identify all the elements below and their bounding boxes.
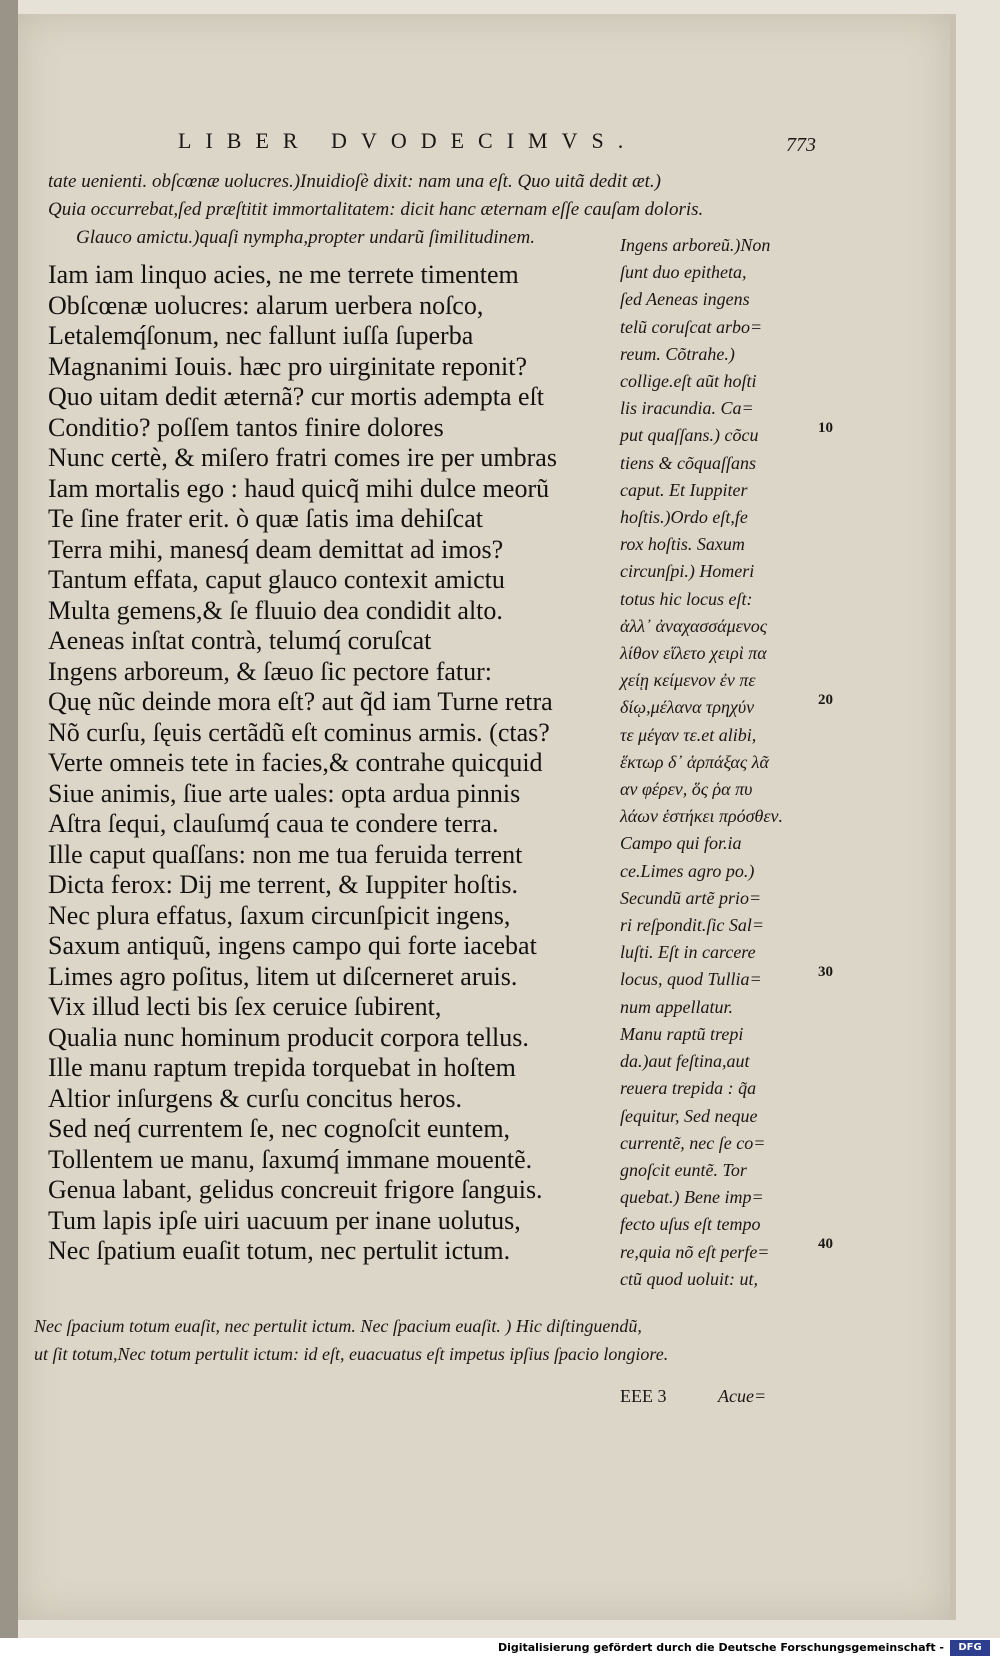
verse-line: Te ſine frater erit. ò quæ ſatis ima dehiſcat bbox=[48, 504, 483, 533]
gloss-line: tiens & cõquaſſans bbox=[620, 452, 756, 473]
gloss-line: num appellatur. bbox=[620, 996, 734, 1017]
verse-line: Magnanimi Iouis. hæc pro uirginitate reponit? bbox=[48, 351, 527, 381]
gloss-line: λίθον εἵλετο χειρὶ πα bbox=[620, 643, 767, 664]
commentary-bottom bbox=[34, 1312, 824, 1368]
gloss-line: ri reſpondit.ſic Sal= bbox=[620, 915, 764, 936]
gloss-line: Secundũ artẽ prio= bbox=[620, 887, 762, 908]
verse-line: Altior inſurgens & curſu concitus heros. bbox=[48, 1083, 463, 1113]
footer-credit: Digitalisierung gefördert durch die Deutsche Forschungsgemeinschaft - bbox=[497, 1641, 944, 1654]
gloss-line: da.)aut feſtina,aut bbox=[620, 1051, 750, 1072]
verse-line: Aſtra ſequi, clauſumq́ caua te condere terra. bbox=[48, 809, 499, 838]
gloss-line: αν φέρεν, ὅς ῥα πυ bbox=[620, 779, 753, 800]
gloss-line: collige.eſt aũt hoſti bbox=[620, 371, 757, 392]
gloss-line: caput. Et Iuppiter bbox=[620, 479, 748, 500]
verse-line: Iam iam linquo acies, ne me terrete timentem bbox=[48, 260, 519, 289]
gloss-line: gnoſcit euntẽ. Tor bbox=[620, 1159, 747, 1180]
dfg-logo-icon: DFG bbox=[950, 1640, 990, 1656]
commentary-line: ut ſit totum,Nec totum pertulit ictum: id eſt, euacuatus eſt impetus ipſius ſpacio longiore. bbox=[34, 1344, 669, 1364]
running-head: LIBER DVODECIMVS. bbox=[178, 128, 638, 153]
gloss-line: Ingens arboreũ.)Non bbox=[620, 235, 771, 255]
commentary-line: Nec ſpacium totum euaſit, nec pertulit ictum. Nec ſpacium euaſit. ) Hic diſtinguendũ, bbox=[34, 1316, 642, 1336]
verse-line: Limes agro poſitus, litem ut diſcerneret aruis. bbox=[48, 961, 518, 991]
commentary-line: Quia occurrebat,ſed præſtitit immortalitatem: dicit hanc æternam eſſe cauſam doloris. bbox=[48, 199, 704, 220]
commentary-line: tate uenienti. obſcœnæ uolucres.)Inuidioſè dixit: nam una eſt. Quo uitã dedit æt.) bbox=[48, 171, 662, 192]
verse-line: Nunc certè, & miſero fratri comes ire per umbras bbox=[48, 443, 557, 472]
verse-line: Ille manu raptum trepida torquebat in hoſtem bbox=[48, 1053, 516, 1082]
gloss-line: χείῃ κείμενον ἐν πε bbox=[620, 670, 756, 691]
gloss-line: λάων ἑστήκει πρόσθεν. bbox=[620, 806, 783, 827]
gloss-line: Campo qui for.ia bbox=[620, 833, 742, 854]
gloss-line: ſunt duo epitheta, bbox=[620, 262, 747, 283]
gloss-line: currentẽ, nec ſe co= bbox=[620, 1132, 766, 1153]
gloss-line: fecto uſus eſt tempo bbox=[620, 1214, 761, 1235]
verse-line: Nec plura effatus, ſaxum circunſpicit ingens, bbox=[48, 900, 511, 930]
verse-line: Nec ſpatium euaſit totum, nec pertulit ictum. bbox=[48, 1236, 511, 1265]
gloss-line: locus, quod Tullia= bbox=[620, 969, 762, 990]
gloss-line: put quaſſans.) cõcu bbox=[620, 425, 759, 446]
commentary-line: Glauco amictu.)quaſi nympha,propter undarũ ſimilitudinem. bbox=[76, 227, 535, 248]
gloss-line: re,quia nõ eſt perfe= bbox=[620, 1241, 770, 1262]
gloss-line: Manu raptũ trepi bbox=[620, 1023, 744, 1044]
verse-line: Tollentem ue manu, ſaxumq́ immane mouentẽ. bbox=[48, 1144, 533, 1174]
gloss-line: totus hic locus eſt: bbox=[620, 588, 753, 609]
verse-line: Quo uitam dedit æternã? cur mortis adempta eſt bbox=[48, 382, 545, 411]
verse-line: Genua labant, gelidus concreuit frigore ſanguis. bbox=[48, 1175, 543, 1204]
folio-number: 773 bbox=[786, 134, 816, 156]
gloss-line: reum. Cõtrahe.) bbox=[620, 343, 735, 364]
verse-line: Iam mortalis ego : haud quicq̃ mihi dulce meorũ bbox=[48, 473, 550, 503]
catchword: Acue= bbox=[718, 1386, 767, 1406]
scan-margin-left bbox=[0, 0, 18, 1659]
gloss-line: ſed Aeneas ingens bbox=[620, 289, 750, 310]
gloss-line: quebat.) Bene imp= bbox=[620, 1187, 764, 1208]
verse-line: Tantum effata, caput glauco contexit amictu bbox=[48, 565, 505, 594]
gloss-line: telũ coruſcat arbo= bbox=[620, 316, 763, 337]
verse-line: Letalemq́ſonum, nec fallunt iuſſa ſuperba bbox=[48, 321, 474, 350]
verse-line: Obſcœnæ uolucres: alarum uerbera noſco, bbox=[48, 290, 484, 320]
line-number: 10 bbox=[818, 420, 833, 436]
gloss-line: lis iracundia. Ca= bbox=[620, 398, 754, 419]
verse-line: Quę nũc deinde mora eſt? aut q̃d iam Turne retra bbox=[48, 687, 553, 716]
footer-bar bbox=[0, 1638, 1000, 1659]
verse-block bbox=[48, 260, 616, 1267]
gloss-line: ſequitur, Sed neque bbox=[620, 1105, 758, 1126]
gloss-line: ctũ quod uoluit: ut, bbox=[620, 1268, 758, 1289]
gloss-line: ce.Limes agro po.) bbox=[620, 860, 755, 881]
line-number: 20 bbox=[818, 692, 833, 708]
line-number: 40 bbox=[818, 1236, 833, 1252]
gloss-line: hoſtis.)Ordo eſt,fe bbox=[620, 507, 748, 528]
gloss-line: luſti. Eſt in carcere bbox=[620, 942, 756, 963]
verse-line: Tum lapis ipſe uiri uacuum per inane uolutus, bbox=[48, 1205, 521, 1235]
gloss-line: circunſpi.) Homeri bbox=[620, 561, 755, 582]
verse-line: Conditio? poſſem tantos finire dolores bbox=[48, 412, 444, 442]
signature-mark: EEE 3 bbox=[620, 1386, 667, 1406]
gloss-line: reuera trepida : q̃a bbox=[620, 1078, 757, 1099]
verse-line: Qualia nunc hominum producit corpora tellus. bbox=[48, 1022, 529, 1052]
gloss-line: δίῳ,μέλανα τρηχύν bbox=[620, 697, 755, 718]
gloss-line: ἕκτωρ δ᾽ ἁρπάξας λᾶ bbox=[620, 751, 769, 772]
verse-line: Dicta ferox: Dij me terrent, & Iuppiter hoſtis. bbox=[48, 870, 519, 899]
verse-line: Ingens arboreum, & ſæuo ſic pectore fatur: bbox=[48, 656, 493, 686]
verse-line: Verte omneis tete in facies,& contrahe quicquid bbox=[48, 748, 543, 777]
verse-line: Nõ curſu, ſęuis certãdũ eſt cominus armis. (ctas? bbox=[48, 717, 550, 747]
verse-line: Terra mihi, manesq́ deam demittat ad imos? bbox=[48, 534, 504, 564]
gloss-line: rox hoſtis. Saxum bbox=[620, 534, 745, 555]
verse-line: Ille caput quaſſans: non me tua feruida terrent bbox=[48, 839, 523, 869]
verse-line: Multa gemens,& ſe fluuio dea condidit alto. bbox=[48, 595, 503, 625]
verse-line: Vix illud lecti bis ſex ceruice ſubirent, bbox=[48, 992, 442, 1021]
gloss-column bbox=[620, 232, 816, 1293]
line-number: 30 bbox=[818, 964, 833, 980]
gloss-line: ἀλλ᾽ ἀναχασσάμενος bbox=[620, 615, 768, 636]
verse-line: Saxum antiquũ, ingens campo qui forte iacebat bbox=[48, 931, 537, 960]
verse-line: Siue animis, ſiue arte uales: opta ardua pinnis bbox=[48, 778, 521, 808]
verse-line: Aeneas inſtat contrà, telumq́ coruſcat bbox=[48, 626, 432, 655]
page-edge bbox=[950, 14, 956, 1620]
gloss-line: τε μέγαν τε.et alibi, bbox=[620, 724, 757, 745]
verse-line: Sed neq́ currentem ſe, nec cognoſcit euntem, bbox=[48, 1114, 511, 1143]
